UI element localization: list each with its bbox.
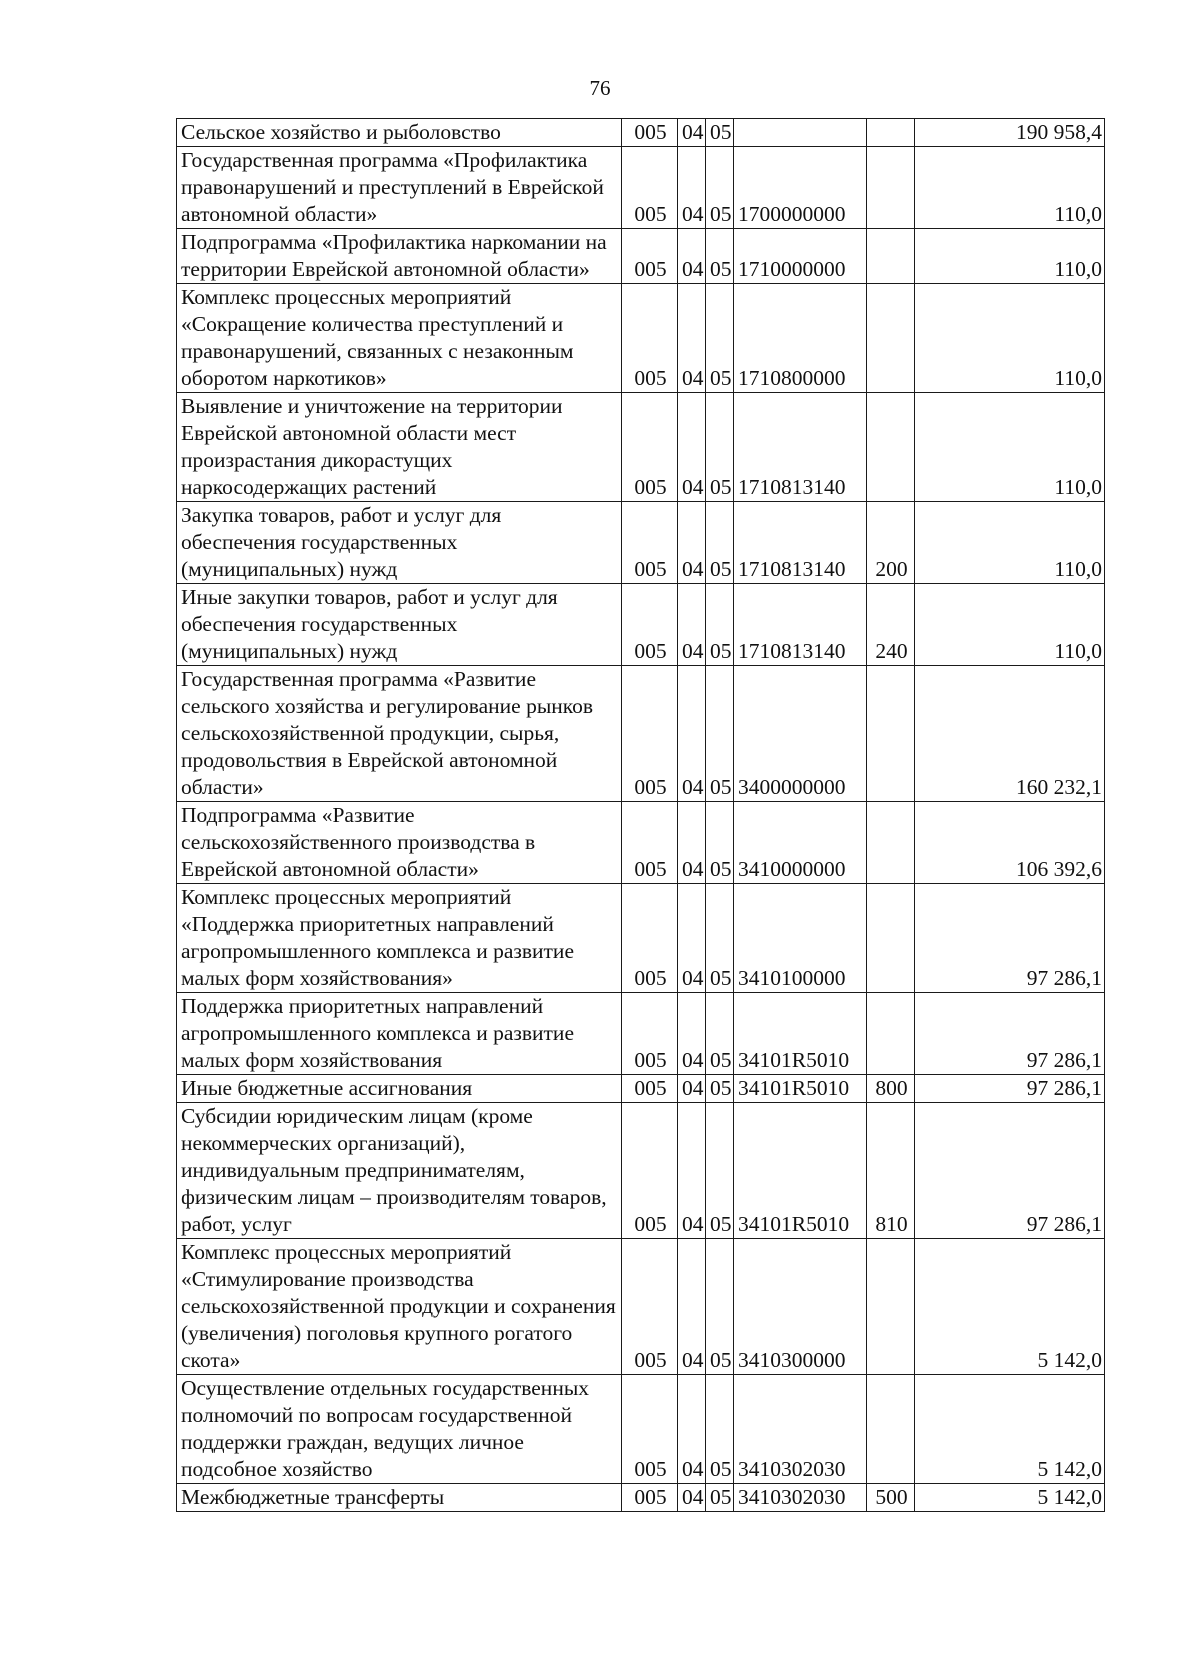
department-code-cell: 005 (622, 1375, 678, 1484)
subsection-code-cell: 05 (706, 393, 734, 502)
table-row (177, 229, 1105, 284)
amount-cell: 110,0 (915, 284, 1105, 393)
item-name-cell: Комплекс процессных мероприятий «Стимулирование производства сельскохозяйственной продукции и сохранения (увеличения) поголовья крупного рогатого скота» (177, 1239, 622, 1375)
expense-type-code-cell (867, 666, 915, 802)
table-row (177, 1239, 1105, 1375)
target-article-code-cell: 3410302030 (734, 1484, 867, 1512)
subsection-code-cell: 05 (706, 1075, 734, 1103)
expense-type-code-cell (867, 393, 915, 502)
table-row (177, 802, 1105, 884)
page-number: 76 (589, 76, 611, 100)
amount-cell: 97 286,1 (915, 884, 1105, 993)
department-code-cell: 005 (622, 229, 678, 284)
item-name-cell: Осуществление отдельных государственных полномочий по вопросам государственной поддержки граждан, ведущих личное подсобное хозяйство (177, 1375, 622, 1484)
item-name-cell: Государственная программа «Профилактика правонарушений и преступлений в Еврейской автономной области» (177, 147, 622, 229)
target-article-code-cell: 34101R5010 (734, 993, 867, 1075)
department-code-cell: 005 (622, 884, 678, 993)
department-code-cell: 005 (622, 1484, 678, 1512)
subsection-code-cell: 05 (706, 1239, 734, 1375)
item-name-cell: Межбюджетные трансферты (177, 1484, 622, 1512)
target-article-code-cell: 1710800000 (734, 284, 867, 393)
expense-type-code-cell (867, 1239, 915, 1375)
table-row (177, 284, 1105, 393)
target-article-code-cell: 34101R5010 (734, 1103, 867, 1239)
department-code-cell: 005 (622, 666, 678, 802)
table-row (177, 119, 1105, 147)
expense-type-code-cell: 240 (867, 584, 915, 666)
section-code-cell: 04 (678, 284, 706, 393)
target-article-code-cell: 1710813140 (734, 502, 867, 584)
department-code-cell: 005 (622, 802, 678, 884)
section-code-cell: 04 (678, 993, 706, 1075)
amount-cell: 160 232,1 (915, 666, 1105, 802)
amount-cell: 110,0 (915, 147, 1105, 229)
subsection-code-cell: 05 (706, 1375, 734, 1484)
section-code-cell: 04 (678, 1239, 706, 1375)
item-name-cell: Сельское хозяйство и рыболовство (177, 119, 622, 147)
expense-type-code-cell: 500 (867, 1484, 915, 1512)
section-code-cell: 04 (678, 1103, 706, 1239)
subsection-code-cell: 05 (706, 1103, 734, 1239)
target-article-code-cell: 3410100000 (734, 884, 867, 993)
section-code-cell: 04 (678, 119, 706, 147)
section-code-cell: 04 (678, 802, 706, 884)
item-name-cell: Выявление и уничтожение на территории Еврейской автономной области мест произрастания дикорастущих наркосодержащих растений (177, 393, 622, 502)
amount-cell: 97 286,1 (915, 993, 1105, 1075)
expense-type-code-cell (867, 802, 915, 884)
subsection-code-cell: 05 (706, 584, 734, 666)
target-article-code-cell (734, 119, 867, 147)
table-row (177, 993, 1105, 1075)
expense-type-code-cell (867, 119, 915, 147)
target-article-code-cell: 1710813140 (734, 584, 867, 666)
amount-cell: 106 392,6 (915, 802, 1105, 884)
department-code-cell: 005 (622, 993, 678, 1075)
item-name-cell: Подпрограмма «Профилактика наркомании на территории Еврейской автономной области» (177, 229, 622, 284)
section-code-cell: 04 (678, 393, 706, 502)
table-row (177, 147, 1105, 229)
budget-table (176, 118, 1105, 1512)
amount-cell: 97 286,1 (915, 1103, 1105, 1239)
expense-type-code-cell (867, 1375, 915, 1484)
subsection-code-cell: 05 (706, 502, 734, 584)
amount-cell: 110,0 (915, 229, 1105, 284)
amount-cell: 110,0 (915, 502, 1105, 584)
section-code-cell: 04 (678, 1375, 706, 1484)
table-row (177, 393, 1105, 502)
department-code-cell: 005 (622, 584, 678, 666)
subsection-code-cell: 05 (706, 147, 734, 229)
target-article-code-cell: 1710000000 (734, 229, 867, 284)
item-name-cell: Закупка товаров, работ и услуг для обеспечения государственных (муниципальных) нужд (177, 502, 622, 584)
table-row (177, 666, 1105, 802)
amount-cell: 5 142,0 (915, 1239, 1105, 1375)
table-row (177, 1375, 1105, 1484)
section-code-cell: 04 (678, 666, 706, 802)
section-code-cell: 04 (678, 1484, 706, 1512)
item-name-cell: Субсидии юридическим лицам (кроме некоммерческих организаций), индивидуальным предпринимателям, физическим лицам – производителям товаров, работ, услуг (177, 1103, 622, 1239)
expense-type-code-cell (867, 993, 915, 1075)
subsection-code-cell: 05 (706, 229, 734, 284)
section-code-cell: 04 (678, 1075, 706, 1103)
section-code-cell: 04 (678, 147, 706, 229)
subsection-code-cell: 05 (706, 666, 734, 802)
expense-type-code-cell: 800 (867, 1075, 915, 1103)
amount-cell: 97 286,1 (915, 1075, 1105, 1103)
department-code-cell: 005 (622, 284, 678, 393)
subsection-code-cell: 05 (706, 802, 734, 884)
target-article-code-cell: 3410302030 (734, 1375, 867, 1484)
target-article-code-cell: 1700000000 (734, 147, 867, 229)
subsection-code-cell: 05 (706, 993, 734, 1075)
item-name-cell: Иные закупки товаров, работ и услуг для обеспечения государственных (муниципальных) нужд (177, 584, 622, 666)
item-name-cell: Комплекс процессных мероприятий «Поддержка приоритетных направлений агропромышленного комплекса и развитие малых форм хозяйствования» (177, 884, 622, 993)
amount-cell: 110,0 (915, 393, 1105, 502)
item-name-cell: Государственная программа «Развитие сельского хозяйства и регулирование рынков сельскохозяйственной продукции, сырья, продовольствия в Еврейской автономной области» (177, 666, 622, 802)
target-article-code-cell: 3410000000 (734, 802, 867, 884)
expense-type-code-cell (867, 884, 915, 993)
subsection-code-cell: 05 (706, 884, 734, 993)
expense-type-code-cell (867, 147, 915, 229)
table-row (177, 1075, 1105, 1103)
department-code-cell: 005 (622, 119, 678, 147)
department-code-cell: 005 (622, 1075, 678, 1103)
table-row (177, 502, 1105, 584)
expense-type-code-cell (867, 284, 915, 393)
item-name-cell: Комплекс процессных мероприятий «Сокращение количества преступлений и правонарушений, связанных с незаконным оборотом наркотиков» (177, 284, 622, 393)
item-name-cell: Подпрограмма «Развитие сельскохозяйственного производства в Еврейской автономной области» (177, 802, 622, 884)
department-code-cell: 005 (622, 393, 678, 502)
department-code-cell: 005 (622, 1239, 678, 1375)
expense-type-code-cell: 810 (867, 1103, 915, 1239)
section-code-cell: 04 (678, 229, 706, 284)
amount-cell: 5 142,0 (915, 1484, 1105, 1512)
section-code-cell: 04 (678, 584, 706, 666)
target-article-code-cell: 34101R5010 (734, 1075, 867, 1103)
subsection-code-cell: 05 (706, 284, 734, 393)
table-row (177, 1103, 1105, 1239)
expense-type-code-cell: 200 (867, 502, 915, 584)
table-row (177, 1484, 1105, 1512)
target-article-code-cell: 1710813140 (734, 393, 867, 502)
subsection-code-cell: 05 (706, 119, 734, 147)
amount-cell: 5 142,0 (915, 1375, 1105, 1484)
section-code-cell: 04 (678, 502, 706, 584)
item-name-cell: Иные бюджетные ассигнования (177, 1075, 622, 1103)
target-article-code-cell: 3400000000 (734, 666, 867, 802)
department-code-cell: 005 (622, 147, 678, 229)
department-code-cell: 005 (622, 1103, 678, 1239)
amount-cell: 110,0 (915, 584, 1105, 666)
department-code-cell: 005 (622, 502, 678, 584)
item-name-cell: Поддержка приоритетных направлений агропромышленного комплекса и развитие малых форм хозяйствования (177, 993, 622, 1075)
subsection-code-cell: 05 (706, 1484, 734, 1512)
table-body (177, 119, 1105, 1512)
table-row (177, 884, 1105, 993)
amount-cell: 190 958,4 (915, 119, 1105, 147)
section-code-cell: 04 (678, 884, 706, 993)
table-row (177, 584, 1105, 666)
expense-type-code-cell (867, 229, 915, 284)
target-article-code-cell: 3410300000 (734, 1239, 867, 1375)
